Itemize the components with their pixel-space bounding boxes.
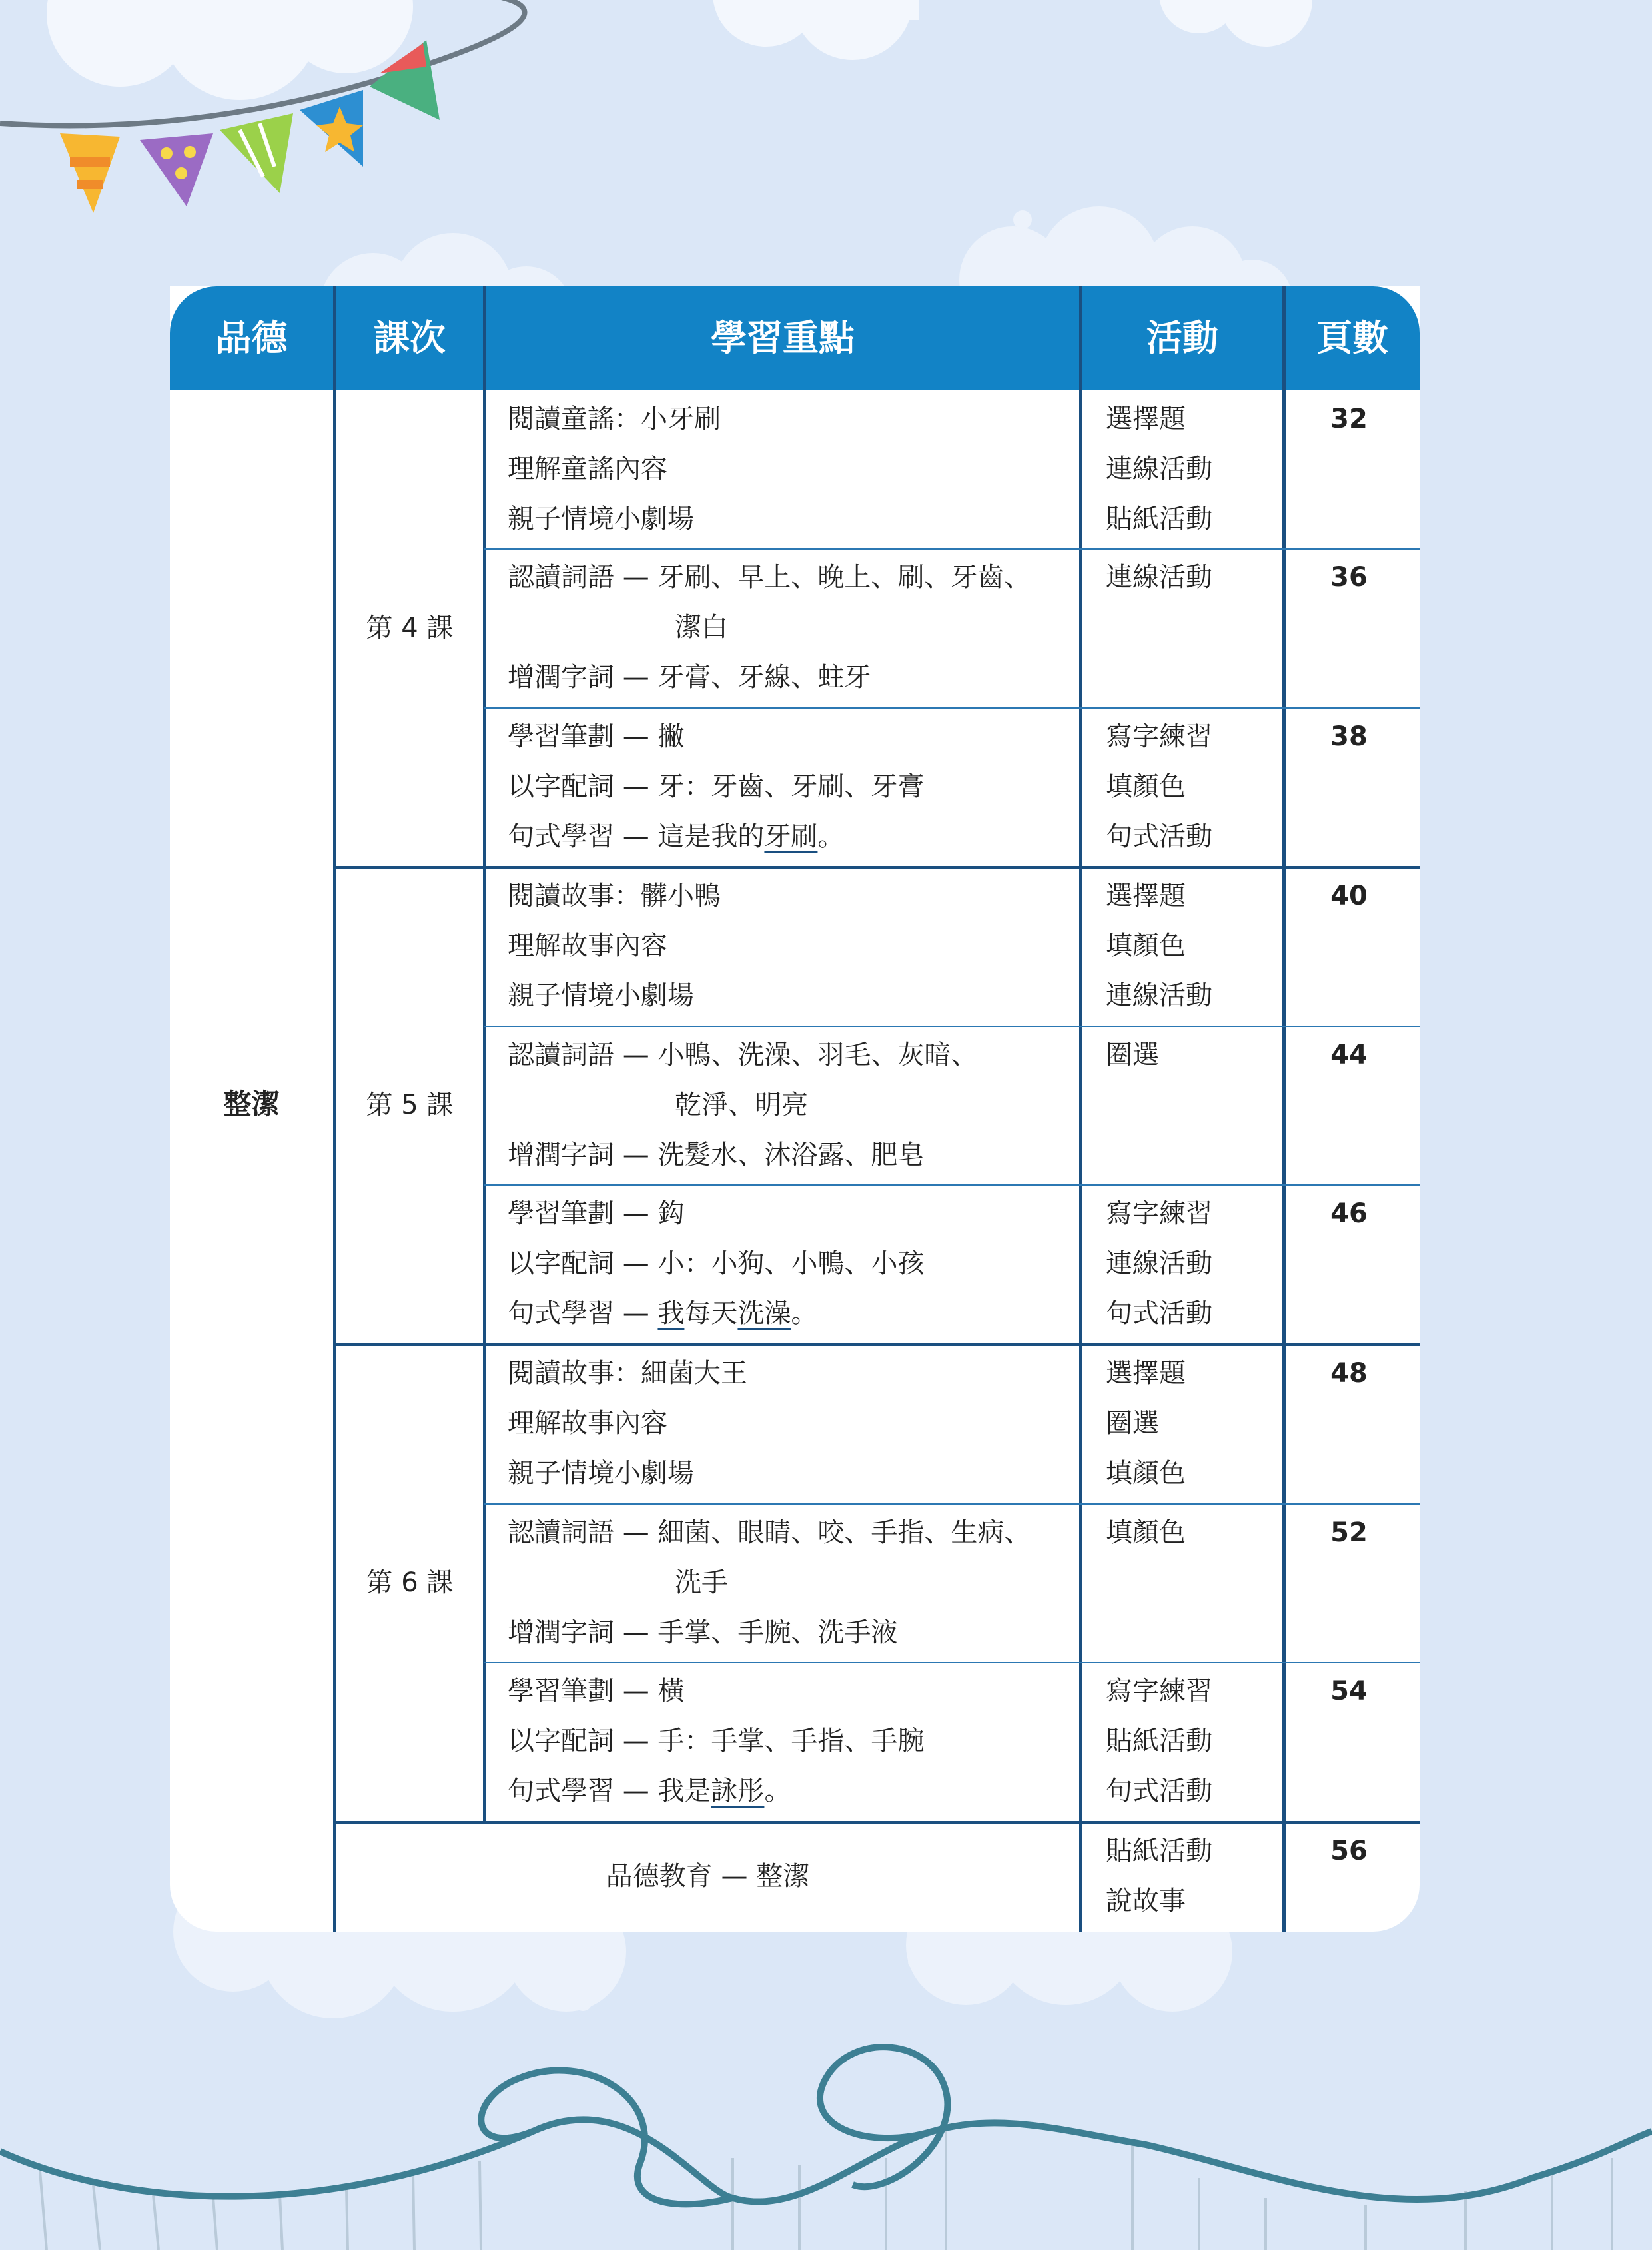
focus-line: 認讀詞語 — 牙刷、早上、晚上、刷、牙齒、 (508, 562, 1031, 593)
activity-item: 句式活動 (1106, 821, 1212, 852)
focus-line: 以字配詞 — 小：小狗、小鴨、小孩 (508, 1248, 925, 1279)
lesson-label: 第 4 課 (366, 613, 454, 643)
focus-line: 以字配詞 — 手：手掌、手指、手腕 (508, 1726, 925, 1756)
activity-item: 連線活動 (1106, 454, 1212, 484)
row-divider (484, 1026, 1420, 1027)
page-number: 40 (1330, 881, 1368, 911)
header-page: 頁數 (1316, 317, 1388, 359)
activity-item: 連線活動 (1106, 980, 1212, 1011)
cloud-top-right (1159, 0, 1312, 47)
activity-item: 寫字練習 (1106, 1676, 1212, 1706)
focus-line: 學習筆劃 — 鈎 (508, 1198, 685, 1229)
lesson-divider (333, 866, 1420, 869)
activity-item: 貼紙活動 (1106, 1836, 1212, 1866)
activity-item: 圈選 (1106, 1408, 1159, 1439)
header-lesson: 課次 (374, 317, 446, 359)
page-number: 38 (1330, 721, 1368, 752)
activity-item: 寫字練習 (1106, 721, 1212, 752)
focus-line: 學習筆劃 — 撇 (508, 721, 685, 752)
activity-item: 說故事 (1106, 1886, 1186, 1916)
focus-line: 增潤字詞 — 洗髮水、沐浴露、肥皂 (508, 1140, 925, 1170)
header-virtue: 品德 (215, 317, 288, 359)
underlined-word: 牙刷 (764, 821, 818, 852)
col-divider (1079, 286, 1082, 1932)
activity-item: 句式活動 (1106, 1776, 1212, 1806)
page-number: 46 (1330, 1198, 1368, 1229)
row-divider (484, 707, 1420, 709)
focus-line: 理解故事內容 (508, 1408, 667, 1439)
activity-item: 選擇題 (1106, 404, 1186, 434)
col-divider (483, 286, 486, 1822)
row-divider (484, 1662, 1420, 1663)
focus-line: 洗手 (675, 1567, 728, 1598)
rail-ties (40, 2131, 1612, 2250)
focus-line: 認讀詞語 — 細菌、眼睛、咬、手指、生病、 (508, 1517, 1031, 1548)
activity-item: 連線活動 (1106, 562, 1212, 593)
row-divider (484, 548, 1420, 550)
page-number: 36 (1330, 562, 1368, 593)
activity-item: 貼紙活動 (1106, 504, 1212, 534)
focus-line: 增潤字詞 — 手掌、手腕、洗手液 (508, 1617, 898, 1648)
bunting-flag (60, 133, 120, 213)
bunting-flag (220, 113, 293, 193)
row-divider (484, 1503, 1420, 1505)
loop-right (820, 2047, 947, 2187)
activity-item: 填顏色 (1106, 931, 1186, 961)
focus-line: 以字配詞 — 牙：牙齒、牙刷、牙膏 (508, 771, 925, 802)
focus-line: 潔白 (675, 612, 728, 643)
page-number: 54 (1330, 1676, 1368, 1706)
wave-track (0, 2119, 1652, 2201)
focus-line: 理解童謠內容 (508, 454, 667, 484)
underlined-word: 我 (657, 1298, 685, 1329)
focus-line: 認讀詞語 — 小鴨、洗澡、羽毛、灰暗、 (508, 1040, 978, 1070)
page-number: 52 (1330, 1517, 1368, 1548)
focus-line: 閱讀童謠：小牙刷 (508, 404, 721, 434)
activity-item: 填顏色 (1106, 1458, 1186, 1489)
focus-line: 親子情境小劇場 (508, 980, 694, 1011)
sentence-line: 句式學習 — 這是我的牙刷。 (508, 821, 845, 852)
activity-item: 選擇題 (1106, 1358, 1186, 1389)
virtue-cell: 整潔 (223, 1088, 280, 1120)
activity-item: 圈選 (1106, 1040, 1159, 1070)
lesson-label: 第 6 課 (366, 1567, 454, 1598)
row-divider (484, 1184, 1420, 1186)
activity-item: 填顏色 (1106, 1517, 1186, 1548)
activity-item: 貼紙活動 (1106, 1726, 1212, 1756)
lesson-divider (333, 1821, 1420, 1824)
final-row-text: 品德教育 — 整潔 (606, 1861, 810, 1892)
focus-line: 閱讀故事：髒小鴨 (508, 881, 721, 911)
focus-line: 親子情境小劇場 (508, 504, 694, 534)
activity-item: 選擇題 (1106, 881, 1186, 911)
activity-item: 句式活動 (1106, 1298, 1212, 1329)
focus-line: 理解故事內容 (508, 931, 667, 961)
lesson-divider (333, 1343, 1420, 1346)
activity-item: 填顏色 (1106, 771, 1186, 802)
sentence-line: 句式學習 — 我是詠彤。 (508, 1776, 791, 1806)
sentence-line: 句式學習 — 我每天洗澡。 (508, 1298, 818, 1329)
page-number: 56 (1330, 1836, 1368, 1866)
focus-line: 乾淨、明亮 (675, 1090, 808, 1120)
loop-left (481, 2071, 733, 2205)
focus-line: 親子情境小劇場 (508, 1458, 694, 1489)
cloud-top-middle (713, 0, 919, 60)
focus-line: 增潤字詞 — 牙膏、牙線、蛀牙 (508, 662, 871, 693)
activity-item: 連線活動 (1106, 1248, 1212, 1279)
page-number: 32 (1330, 404, 1368, 434)
focus-line: 閱讀故事：細菌大王 (508, 1358, 747, 1389)
focus-line: 學習筆劃 — 橫 (508, 1676, 685, 1706)
underlined-word: 洗澡 (737, 1298, 791, 1329)
page-number: 48 (1330, 1358, 1368, 1389)
header-activity: 活動 (1146, 317, 1218, 359)
page-number: 44 (1330, 1040, 1368, 1070)
activity-item: 寫字練習 (1106, 1198, 1212, 1229)
header-learning-focus: 學習重點 (711, 317, 855, 359)
underlined-word: 詠彤 (711, 1776, 765, 1806)
lesson-label: 第 5 課 (366, 1090, 454, 1120)
